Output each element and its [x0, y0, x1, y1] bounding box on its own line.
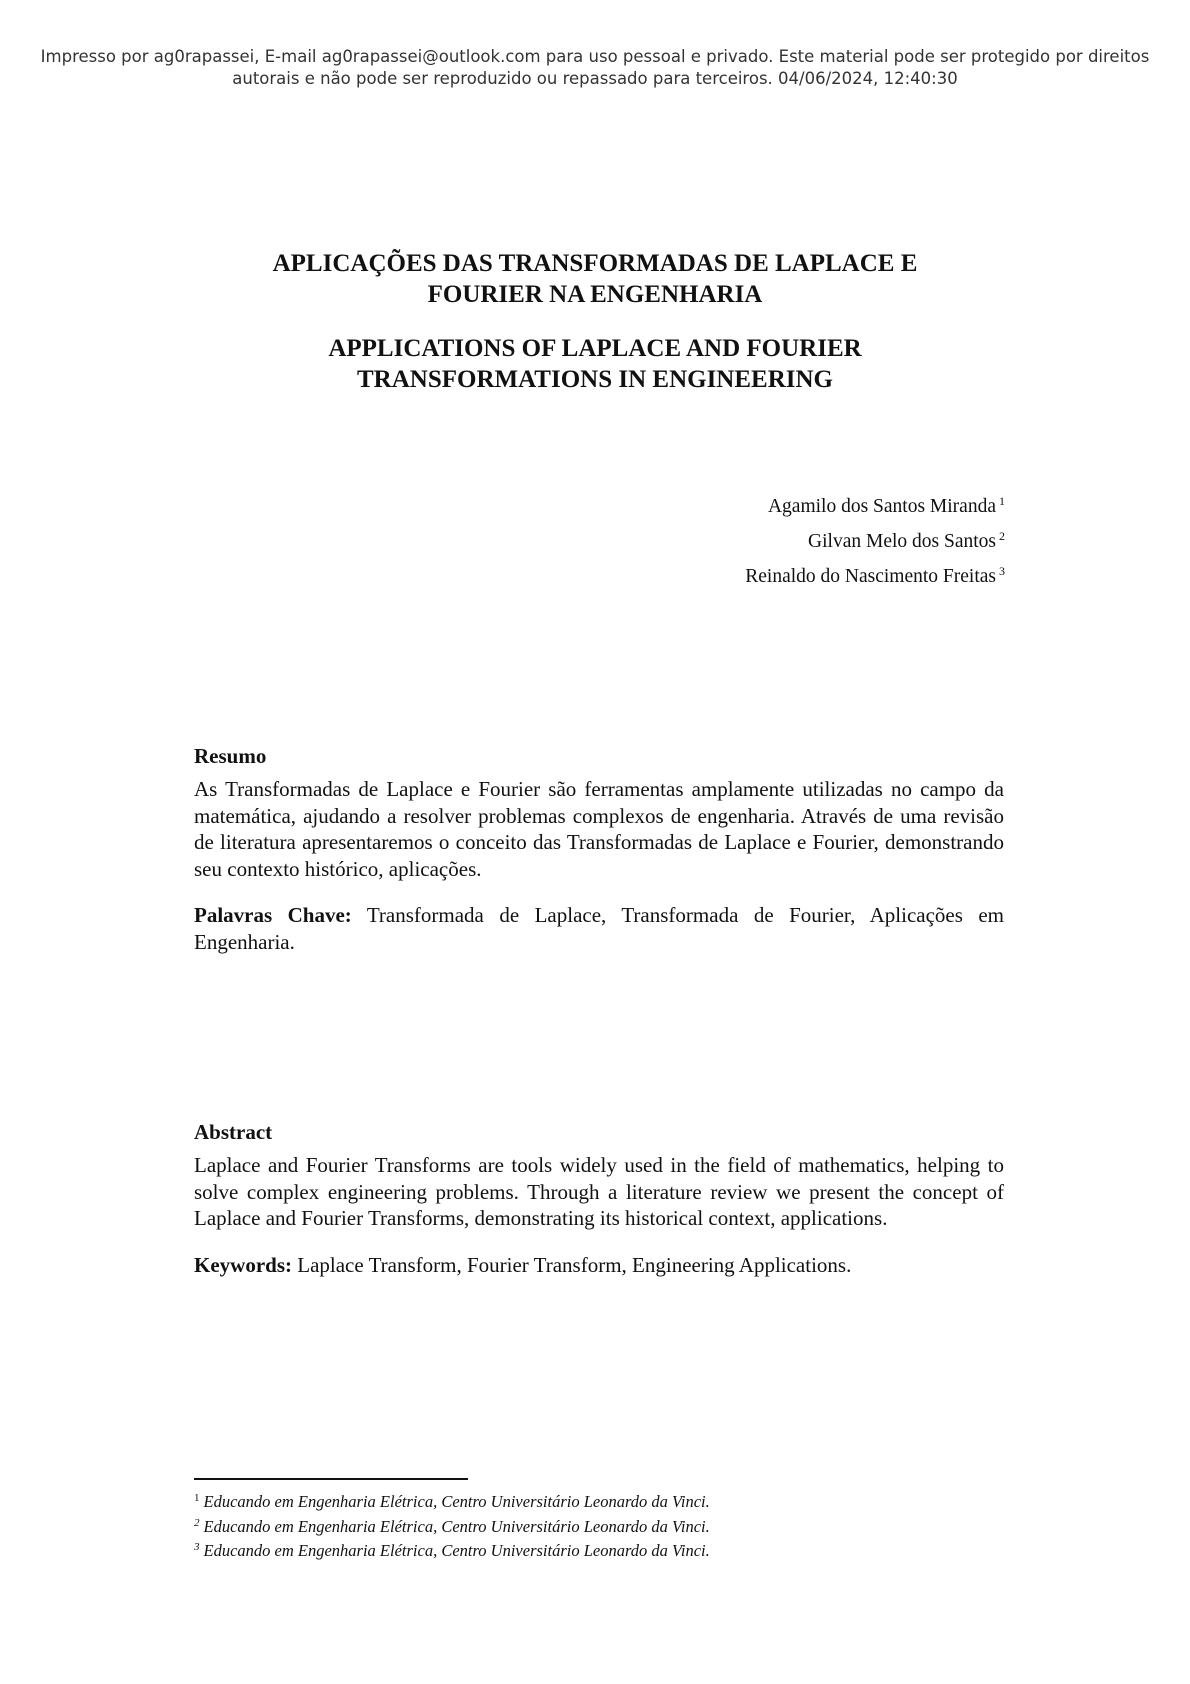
abstract-heading: Abstract [194, 1120, 273, 1144]
author-name: Reinaldo do Nascimento Freitas [745, 566, 996, 587]
footnote-mark: 2 [194, 1516, 200, 1529]
resumo-body: As Transformadas de Laplace e Fourier são ferramentas amplamente utilizadas no campo da matemática, ajudando a resolver problemas complexos de engenharia. Através de uma revisão de literatura apresentaremos o conceito das Transformadas de Laplace e Fourier, demonstrando seu contexto histórico, aplicações. [194, 777, 1004, 881]
author-footnote-mark: 1 [999, 494, 1005, 508]
watermark-line-1: Impresso por ag0rapassei, E-mail ag0rapassei@outlook.com para uso pessoal e privado. Este material pode ser protegido por direitos [40, 47, 1150, 66]
footnote-mark: 1 [194, 1492, 200, 1504]
author-list [405, 484, 1005, 589]
footnote-3 [194, 1537, 1004, 1562]
author-footnote-mark: 2 [999, 529, 1005, 543]
resumo-keywords-text: Transformada de Laplace, Transformada de Fourier, Aplicações em Engenharia. [194, 903, 1004, 954]
title-pt-line-2: FOURIER NA ENGENHARIA [427, 281, 763, 308]
abstract-keywords [194, 1252, 1004, 1279]
title-portuguese [195, 248, 995, 310]
title-english [195, 333, 995, 395]
footnote-text: Educando em Engenharia Elétrica, Centro Universitário Leonardo da Vinci. [203, 1516, 710, 1536]
footnote-1 [194, 1488, 1004, 1513]
author-name: Agamilo dos Santos Miranda [767, 496, 996, 517]
resumo-keywords-label: Palavras Chave: [194, 903, 352, 927]
resumo-section [194, 743, 1004, 955]
title-en-line-2: TRANSFORMATIONS IN ENGINEERING [357, 366, 833, 393]
footnote-2 [194, 1513, 1004, 1538]
abstract-section [194, 1119, 1004, 1278]
abstract-body: Laplace and Fourier Transforms are tools widely used in the field of mathematics, helping to solve complex engineering problems. Through a literature review we present the concept of Laplace and Fourier Transforms, demonstrating its historical context, applications. [194, 1153, 1004, 1230]
abstract-keywords-label: Keywords: [194, 1252, 292, 1277]
footnote-divider [194, 1478, 468, 1480]
author-footnote-mark: 3 [999, 564, 1005, 578]
footnotes [194, 1488, 1004, 1562]
resumo-keywords [194, 902, 1004, 955]
title-en-line-1: APPLICATIONS OF LAPLACE AND FOURIER [328, 335, 862, 362]
resumo-heading: Resumo [194, 744, 267, 768]
author-1 [405, 484, 1005, 519]
author-2 [405, 519, 1005, 554]
footnote-text: Educando em Engenharia Elétrica, Centro Universitário Leonardo da Vinci. [203, 1541, 710, 1560]
print-watermark [40, 46, 1150, 90]
watermark-line-2: autorais e não pode ser reproduzido ou repassado para terceiros. 04/06/2024, 12:40:30 [232, 69, 958, 88]
footnote-text: Educando em Engenharia Elétrica, Centro Universitário Leonardo da Vinci. [203, 1492, 710, 1511]
abstract-keywords-text: Laplace Transform, Fourier Transform, Engineering Applications. [297, 1252, 852, 1277]
author-3 [405, 554, 1005, 589]
footnote-mark: 3 [194, 1541, 200, 1553]
author-name: Gilvan Melo dos Santos [808, 531, 996, 552]
title-pt-line-1: APLICAÇÕES DAS TRANSFORMADAS DE LAPLACE E [272, 250, 918, 277]
